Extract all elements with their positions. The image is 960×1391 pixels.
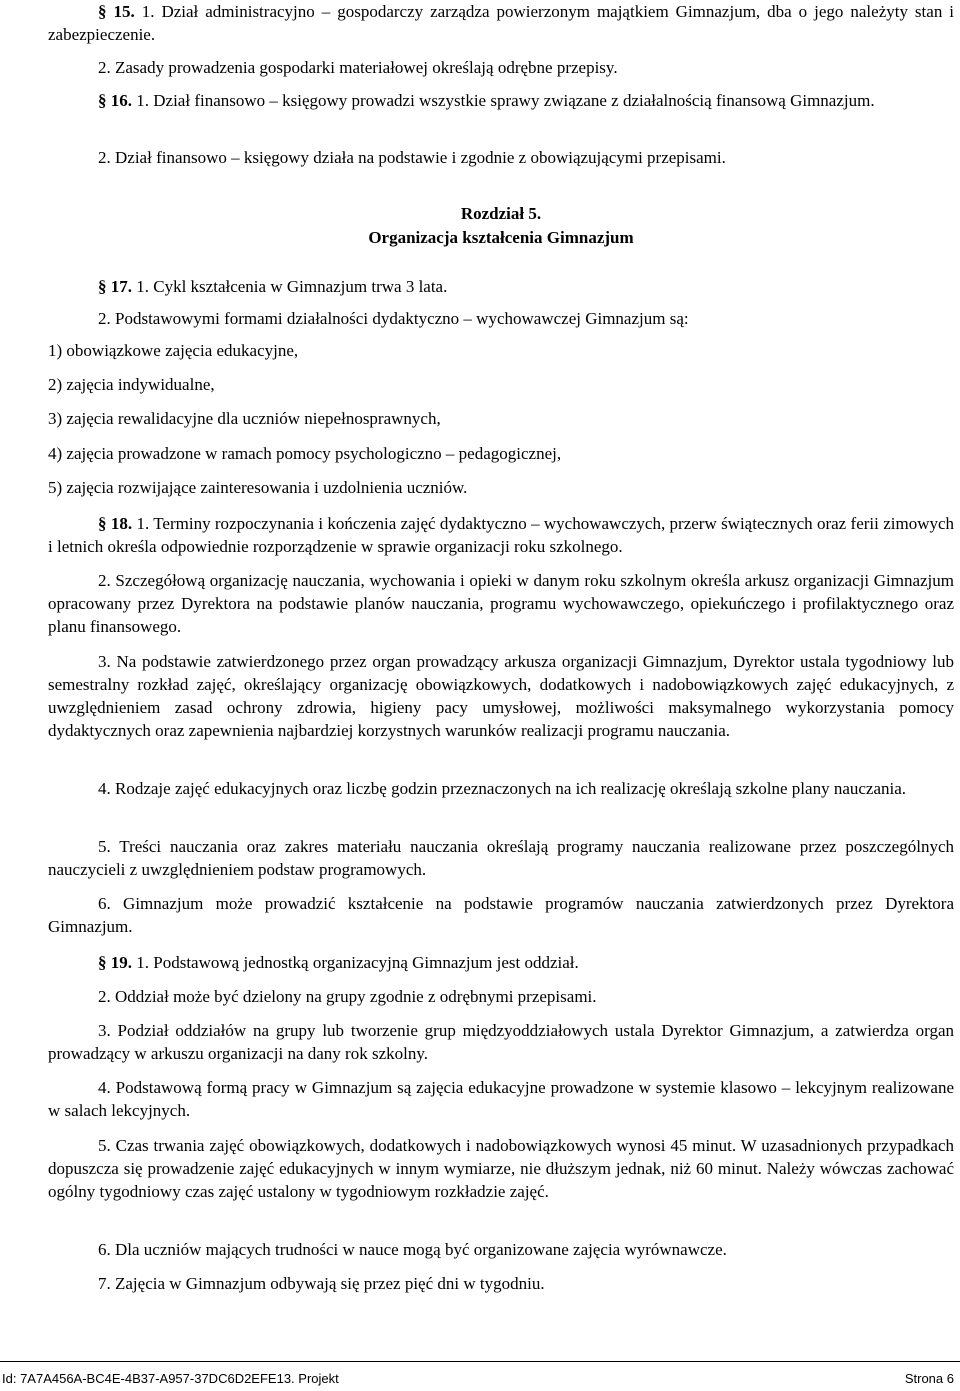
paragraph-18-5: 5. Treści nauczania oraz zakres materiału nauczania określają programy nauczania realizowane przez poszczególnych nauczycieli z uwzględnieniem podstaw programowych.	[48, 837, 954, 879]
paragraph-17-1	[48, 275, 954, 298]
footer-divider	[0, 1361, 960, 1362]
paragraph-18-2: 2. Szczegółową organizację nauczania, wychowania i opieki w danym roku szkolnym określa arkusz organizacji Gimnazjum opracowany przez Dyrektora na podstawie planów nauczania, programu wychowawczego, opiekuńczego i profilaktycznego oraz planu finansowego.	[48, 571, 954, 636]
paragraph-16-1-text: 1. Dział finansowo – księgowy prowadzi wszystkie sprawy związane z działalnością finansową Gimnazjum.	[136, 91, 875, 110]
list-item-4: 4) zajęcia prowadzone w ramach pomocy psychologiczno – pedagogicznej,	[48, 444, 562, 463]
section-18-mark: § 18.	[98, 514, 133, 533]
list-item-1: 1) obowiązkowe zajęcia edukacyjne,	[48, 341, 299, 360]
paragraph-19-1	[48, 951, 954, 974]
paragraph-16-2: 2. Dział finansowo – księgowy działa na podstawie i zgodnie z obowiązującymi przepisami.	[98, 148, 726, 167]
paragraph-18-1-text: 1. Terminy rozpoczynania i kończenia zajęć dydaktyczno – wychowawczych, przerw świątecznych oraz ferii zimowych i letnich określa odpowiednie rozporządzenie w sprawie organizacji roku szkolnego.	[48, 514, 955, 556]
paragraph-15-1	[48, 0, 954, 46]
chapter-title: Rozdział 5.	[460, 204, 542, 223]
paragraph-19-6: 6. Dla uczniów mających trudności w nauce mogą być organizowane zajęcia wyrównawcze.	[98, 1240, 727, 1259]
paragraph-18-3: 3. Na podstawie zatwierdzonego przez organ prowadzący arkusza organizacji Gimnazjum, Dyrektor ustala tygodniowy lub semestralny rozkład zajęć, określający organizację obowiązkowych, dodatkowych i nadobowiązkowych zajęć edukacyjnych, z uwzględnieniem zasad ochrony zdrowia, higieny pacy umysłowej, możliwości maksymalnego wykorzystania pomocy dydaktycznych oraz zapewnienia najbardziej korzystnych warunków realizacji programu nauczania.	[48, 652, 954, 740]
footer-document-id: Id: 7A7A456A-BC4E-4B37-A957-37DC6D2EFE13. Projekt	[2, 1371, 339, 1386]
paragraph-19-5: 5. Czas trwania zajęć obowiązkowych, dodatkowych i nadobowiązkowych wynosi 45 minut. W uzasadnionych przypadkach dopuszcza się prowadzenie zajęć edukacyjnych w innym wymiarze, nie dłuższym jednak, niż 60 minut. Należy wówczas zachować ogólny tygodniowy czas zajęć ustalony w tygodniowym rozkładzie zajęć.	[48, 1136, 954, 1201]
paragraph-19-2: 2. Oddział może być dzielony na grupy zgodnie z odrębnymi przepisami.	[98, 987, 597, 1006]
paragraph-15-2: 2. Zasady prowadzenia gospodarki materiałowej określają odrębne przepisy.	[98, 58, 618, 77]
paragraph-18-1	[48, 512, 954, 558]
section-15-mark: § 15.	[98, 2, 135, 21]
section-16-mark: § 16.	[98, 91, 132, 110]
paragraph-17-1-text: 1. Cykl kształcenia w Gimnazjum trwa 3 lata.	[136, 277, 448, 296]
paragraph-19-3: 3. Podział oddziałów na grupy lub tworzenie grup międzyoddziałowych ustala Dyrektor Gimnazjum, a zatwierdza organ prowadzący w arkuszu organizacji na dany rok szkolny.	[48, 1021, 954, 1063]
paragraph-16-1	[48, 89, 954, 112]
section-17-mark: § 17.	[98, 277, 132, 296]
paragraph-18-6: 6. Gimnazjum może prowadzić kształcenie na podstawie programów nauczania zatwierdzonych przez Dyrektora Gimnazjum.	[48, 894, 954, 936]
paragraph-19-1-text: 1. Podstawową jednostką organizacyjną Gimnazjum jest oddział.	[136, 953, 579, 972]
footer-page-number: Strona 6	[904, 1371, 954, 1386]
list-item-3: 3) zajęcia rewalidacyjne dla uczniów niepełnosprawnych,	[48, 409, 441, 428]
paragraph-15-1-text: 1. Dział administracyjno – gospodarczy zarządza powierzonym majątkiem Gimnazjum, dba o jego należyty stan i zabezpieczenie.	[48, 2, 955, 44]
paragraph-18-4: 4. Rodzaje zajęć edukacyjnych oraz liczbę godzin przeznaczonych na ich realizację określają szkolne plany nauczania.	[98, 779, 907, 798]
paragraph-19-4: 4. Podstawową formą pracy w Gimnazjum są zajęcia edukacyjne prowadzone w systemie klasowo – lekcyjnym realizowane w salach lekcyjnych.	[48, 1078, 954, 1120]
chapter-subtitle: Organizacja kształcenia Gimnazjum	[368, 228, 634, 247]
section-19-mark: § 19.	[98, 953, 132, 972]
paragraph-17-2: 2. Podstawowymi formami działalności dydaktyczno – wychowawczej Gimnazjum są:	[98, 309, 689, 328]
paragraph-19-7: 7. Zajęcia w Gimnazjum odbywają się przez pięć dni w tygodniu.	[98, 1274, 545, 1293]
list-item-2: 2) zajęcia indywidualne,	[48, 375, 215, 394]
list-item-5: 5) zajęcia rozwijające zainteresowania i uzdolnienia uczniów.	[48, 478, 468, 497]
